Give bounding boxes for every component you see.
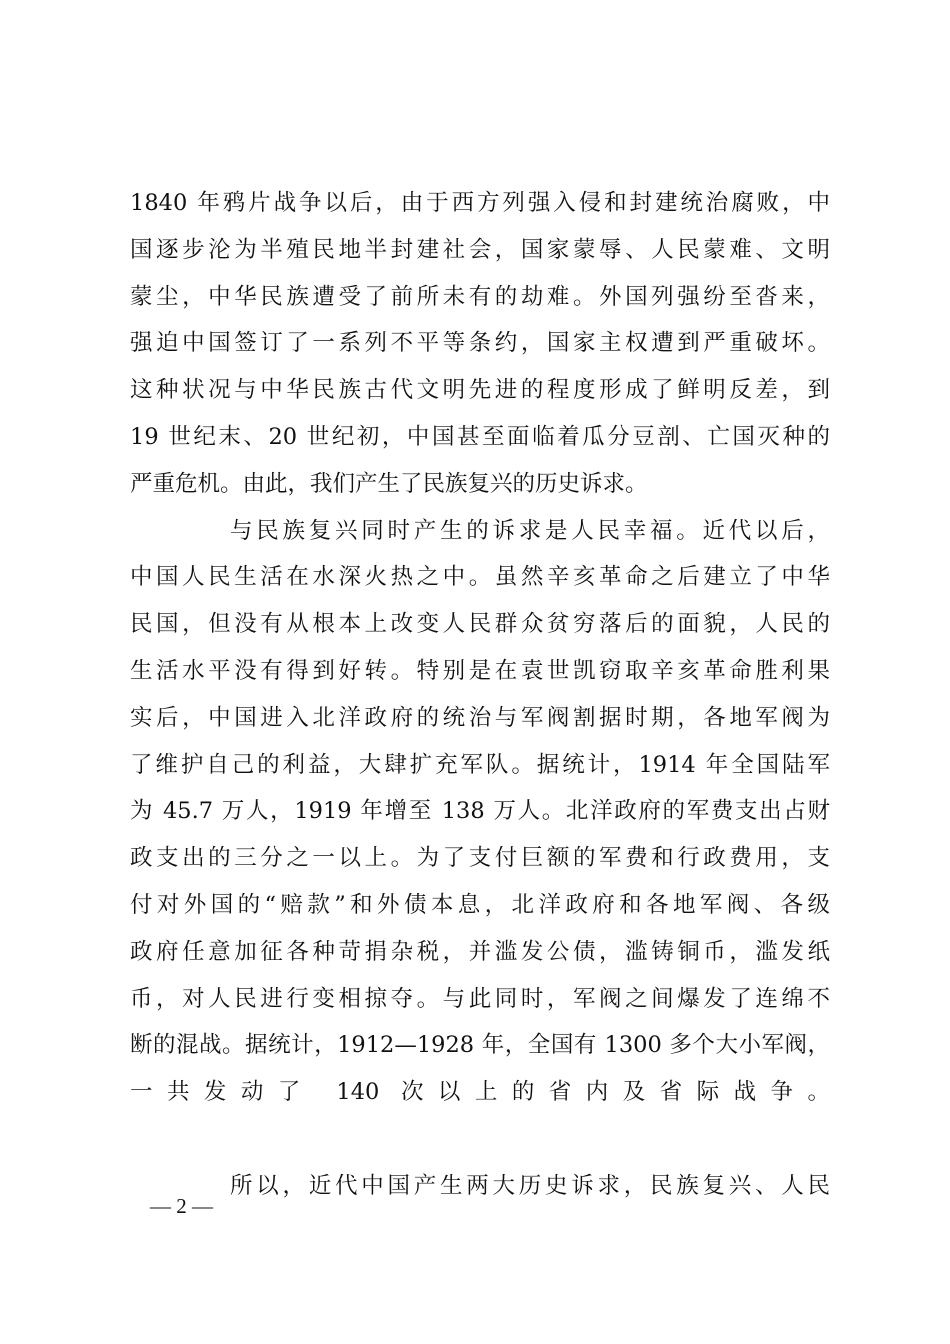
- text-line: 币，对人民进行变相掠夺。与此同时，军阀之间爆发了连绵不: [130, 985, 830, 1012]
- text-line: 政支出的三分之一以上。为了支付巨额的军费和行政费用，支: [130, 845, 830, 872]
- paragraph: [130, 508, 830, 1163]
- paragraph: [130, 180, 830, 508]
- text-line: 这种状况与中华民族古代文明先进的程度形成了鲜明反差，到: [130, 377, 830, 404]
- text-line: 中国人民生活在水深火热之中。虽然辛亥革命之后建立了中华: [130, 564, 830, 591]
- text-line: 政府任意加征各种苛捐杂税，并滥发公债，滥铸铜币，滥发纸: [130, 938, 830, 965]
- text-line: 与民族复兴同时产生的诉求是人民幸福。近代以后，: [230, 517, 830, 544]
- text-line: 一共发动了 140 次以上的省内及省际战争。: [130, 1079, 830, 1106]
- text-line: 1840 年鸦片战争以后，由于西方列强入侵和封建统治腐败，中: [130, 190, 830, 216]
- text-line: 所以，近代中国产生两大历史诉求，民族复兴、人民: [230, 1172, 830, 1199]
- page-number: — 2 —: [150, 1194, 213, 1218]
- text-line: 蒙尘，中华民族遭受了前所未有的劫难。外国列强纷至沓来，: [130, 283, 830, 310]
- text-line: 生活水平没有得到好转。特别是在袁世凯窃取辛亥革命胜利果: [130, 657, 830, 684]
- text-line: 国逐步沦为半殖民地半封建社会，国家蒙辱、人民蒙难、文明: [130, 236, 830, 263]
- text-line: 强迫中国签订了一系列不平等条约，国家主权遭到严重破坏。: [130, 330, 830, 357]
- body-text: [130, 180, 830, 1210]
- text-line: 付对外国的“赔款”和外债本息，北洋政府和各地军阀、各级: [130, 891, 830, 918]
- text-line: 了维护自己的利益，大肆扩充军队。据统计，1914 年全国陆军: [130, 751, 830, 778]
- text-line: 实后，中国进入北洋政府的统治与军阀割据时期，各地军阀为: [130, 704, 830, 731]
- text-line: 民国，但没有从根本上改变人民群众贫穷落后的面貌，人民的: [130, 611, 830, 638]
- text-line: 严重危机。由此，我们产生了民族复兴的历史诉求。: [130, 470, 648, 497]
- paragraph: [130, 1163, 830, 1210]
- text-line: [130, 1116, 830, 1163]
- text-line: 19 世纪末、20 世纪初，中国甚至面临着瓜分豆剖、亡国灭种的: [130, 423, 830, 450]
- text-line: 为 45.7 万人，1919 年增至 138 万人。北洋政府的军费支出占财: [130, 798, 830, 825]
- text-line: 断的混战。据统计，1912—1928 年，全国有 1300 多个大小军阀，: [130, 1032, 830, 1059]
